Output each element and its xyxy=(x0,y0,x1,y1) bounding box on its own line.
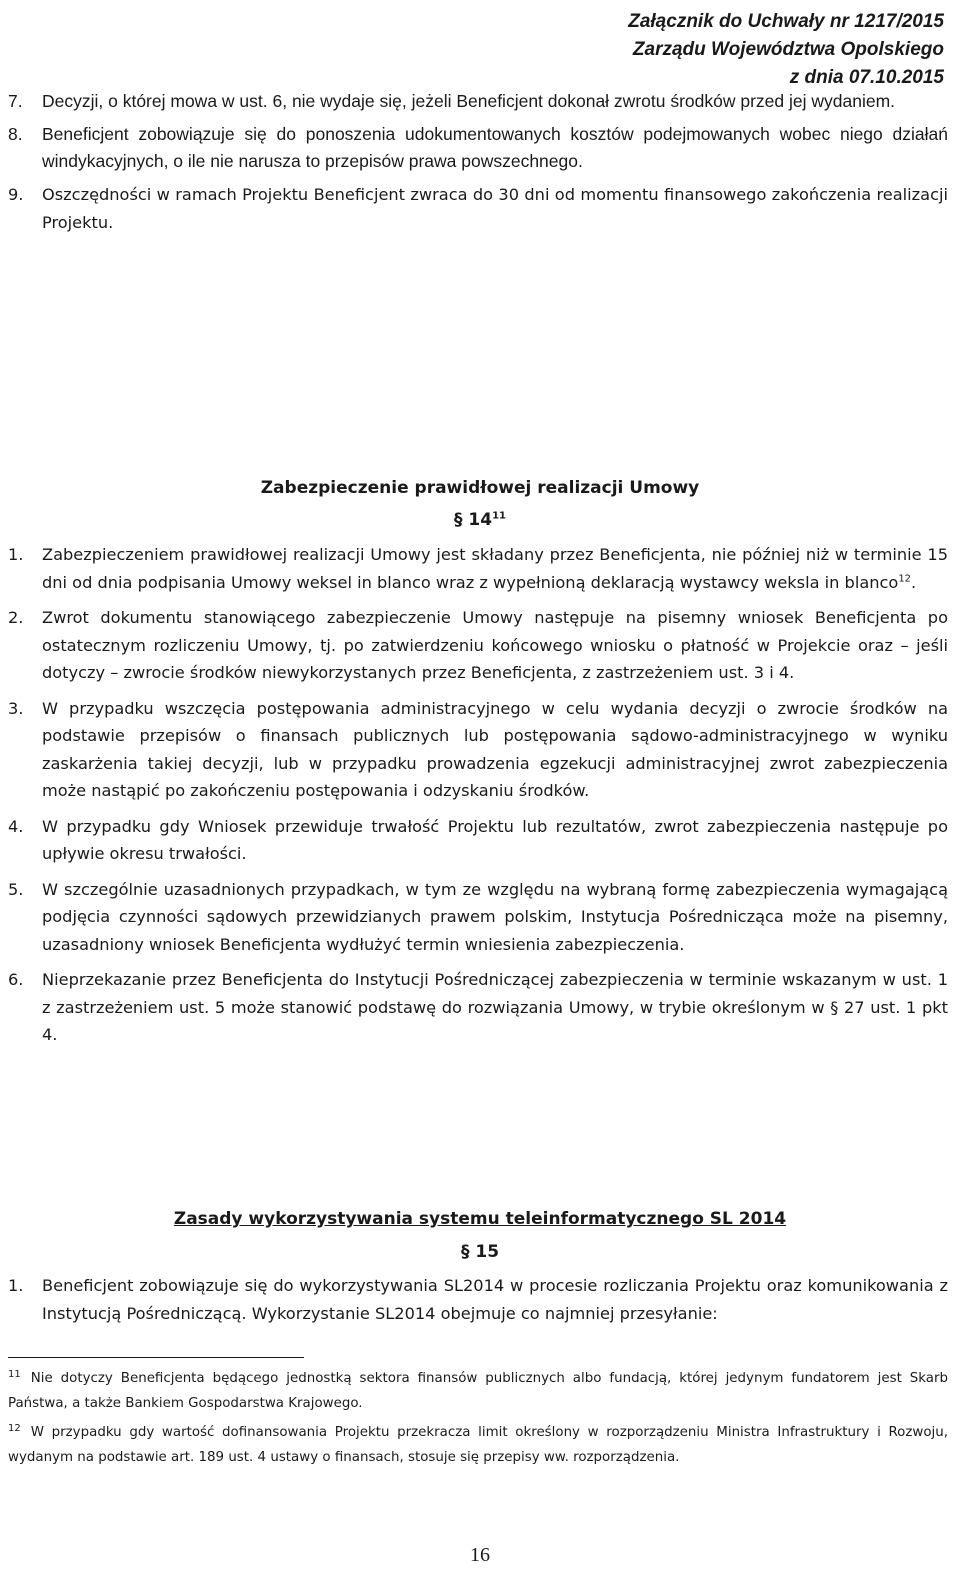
section-15-title: Zasady wykorzystywania systemu teleinformatycznego SL 2014 xyxy=(173,1209,787,1229)
section-14-list xyxy=(8,541,948,1049)
section-14-title: Zabezpieczenie prawidłowej realizacji Umowy xyxy=(260,478,700,498)
list-item xyxy=(8,121,948,175)
header-line-2: Zarządu Województwa Opolskiego xyxy=(632,39,944,60)
header-line-3: z dnia 07.10.2015 xyxy=(789,67,944,88)
item-number: 8. xyxy=(8,124,23,144)
footnote-number: 11 xyxy=(8,1368,21,1380)
item-number: 1. xyxy=(8,545,24,564)
list-item xyxy=(8,181,948,236)
item-text: Zabezpieczeniem prawidłowej realizacji Umowy jest składany przez Beneficjenta, nie później niż w terminie 15 dni od dnia podpisania Umowy weksel in blanco wraz z wypełnioną deklaracją wystawcy weksla in blanco xyxy=(42,545,948,592)
item-number: 1. xyxy=(8,1276,24,1295)
page-number: 16 xyxy=(470,1544,490,1566)
item-text: Decyzji, o której mowa w ust. 6, nie wydaje się, jeżeli Beneficjent dokonał zwrotu środków przed jej wydaniem. xyxy=(42,91,896,111)
item-text-tail: . xyxy=(911,572,917,592)
item-text: Zwrot dokumentu stanowiącego zabezpieczenie Umowy następuje na pisemny wniosek Beneficjenta po ostatecznym rozliczeniu Umowy, tj. po zatwierdzeniu końcowego wniosku o płatność w Projekcie oraz – jeśli dotyczy – zwrocie środków niewykorzystanych przez Beneficjenta, z zastrzeżeniem ust. 3 i 4. xyxy=(42,608,948,682)
item-number: 5. xyxy=(8,879,24,899)
document-header xyxy=(628,8,944,92)
item-text: Nieprzekazanie przez Beneficjenta do Instytucji Pośredniczącej zabezpieczenia w terminie wskazanym w ust. 1 z zastrzeżeniem ust. 5 może stanowić podstawę do rozwiązania Umowy, w trybie określonym w § 27 ust. 1 pkt 4. xyxy=(42,970,948,1044)
footnote-separator xyxy=(8,1357,304,1358)
item-number: 3. xyxy=(8,698,24,718)
item-number: 4. xyxy=(8,816,24,836)
section-14-paragraph xyxy=(0,510,960,530)
footnote xyxy=(8,1420,948,1470)
list-item xyxy=(8,1272,948,1327)
list-item xyxy=(8,695,948,805)
item-text: Beneficjent zobowiązuje się do ponoszenia udokumentowanych kosztów podejmowanych wobec niego działań windykacyjnych, o ile nie narusza to przepisów prawa powszechnego. xyxy=(42,124,948,171)
item-number: 9. xyxy=(8,185,24,204)
item-text: W przypadku wszczęcia postępowania administracyjnego w celu wydania decyzji o zwrocie środków na podstawie przepisów o finansach publicznych lub postępowania sądowo-administracyjnego w wyniku zaskarżenia takiej decyzji, lub w przypadku prowadzenia egzekucji administracyjnej zwrot zabezpieczenia może nastąpić po zakończeniu postępowania i odzyskaniu środków. xyxy=(42,698,948,800)
footnote xyxy=(8,1366,948,1416)
footnote-ref: 12 xyxy=(898,573,912,585)
section-15-paragraph: § 15 xyxy=(460,1242,500,1262)
list-item xyxy=(8,966,948,1049)
item-number: 7. xyxy=(8,91,23,111)
list-item xyxy=(8,876,948,959)
footnote-number: 12 xyxy=(8,1422,21,1434)
paragraph-sign: § 14 xyxy=(454,510,493,530)
footnotes xyxy=(8,1366,948,1474)
item-text: W przypadku gdy Wniosek przewiduje trwałość Projektu lub rezultatów, zwrot zabezpieczenia następuje po upływie okresu trwałości. xyxy=(42,816,948,863)
intro-list xyxy=(8,88,948,236)
section-15-list xyxy=(8,1272,948,1327)
item-number: 2. xyxy=(8,608,24,627)
list-item xyxy=(8,541,948,596)
item-text: Beneficjent zobowiązuje się do wykorzystywania SL2014 w procesie rozliczania Projektu oraz komunikowania z Instytucją Pośredniczącą. Wykorzystanie SL2014 obejmuje co najmniej przesyłanie: xyxy=(42,1276,948,1323)
footnote-ref: 11 xyxy=(492,510,506,522)
list-item xyxy=(8,813,948,868)
item-text: Oszczędności w ramach Projektu Beneficjent zwraca do 30 dni od momentu finansowego zakończenia realizacji Projektu. xyxy=(42,185,948,232)
list-item xyxy=(8,604,948,687)
footnote-text: Nie dotyczy Beneficjenta będącego jednostką sektora finansów publicznych albo fundacją, której jedynym fundatorem jest Skarb Państwa, a także Bankiem Gospodarstwa Krajowego. xyxy=(8,1371,948,1411)
footnote-text: W przypadku gdy wartość dofinansowania Projektu przekracza limit określony w rozporządzeniu Ministra Infrastruktury i Rozwoju, wydanym na podstawie art. 189 ust. 4 ustawy o finansach, stosuje się przepisy ww. rozporządzenia. xyxy=(8,1425,948,1465)
header-line-1: Załącznik do Uchwały nr 1217/2015 xyxy=(628,11,944,32)
item-text: W szczególnie uzasadnionych przypadkach, w tym ze względu na wybraną formę zabezpieczenia wymagającą podjęcia czynności sądowych przewidzianych prawem polskim, Instytucja Pośrednicząca może na pisemny, uzasadniony wniosek Beneficjenta wydłużyć termin wniesienia zabezpieczenia. xyxy=(42,879,948,954)
list-item xyxy=(8,88,948,115)
item-number: 6. xyxy=(8,970,24,989)
